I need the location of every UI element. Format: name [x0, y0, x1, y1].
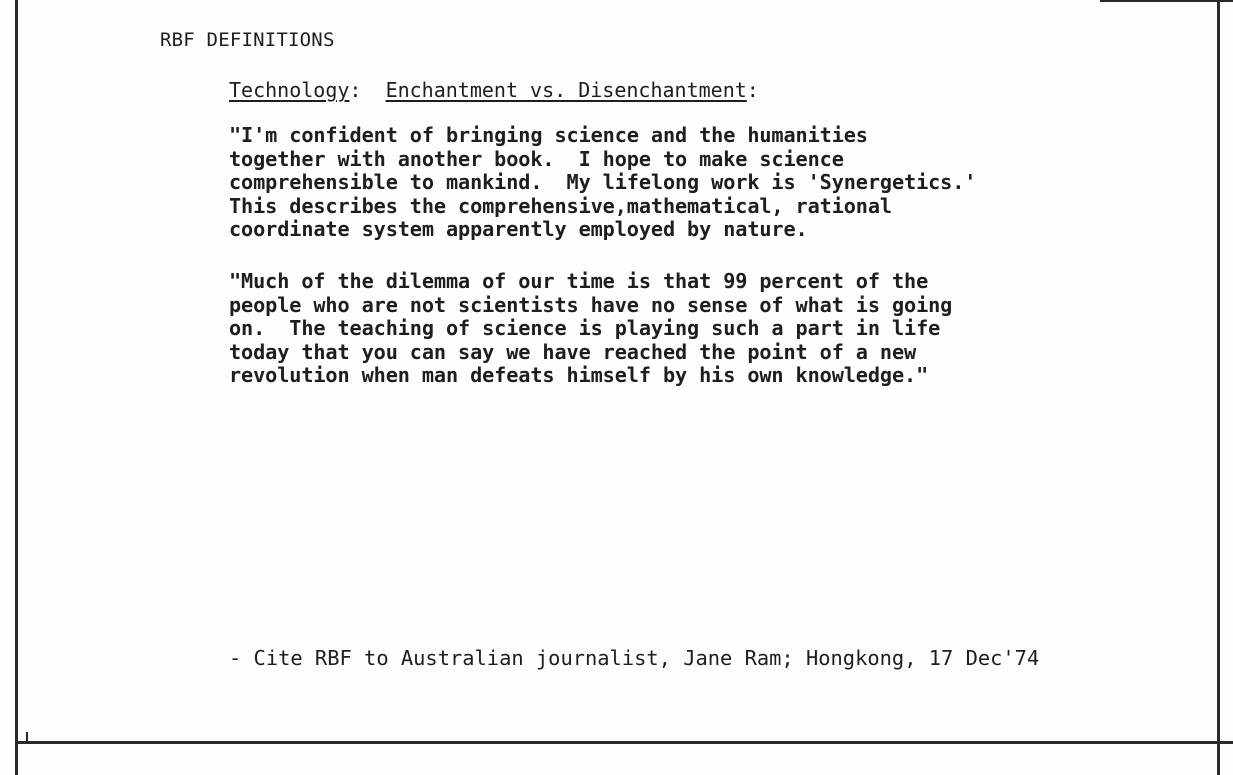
corner-tick-mark: [26, 732, 28, 742]
quote-line: on. The teaching of science is playing such a part in life: [229, 316, 941, 340]
topic-label: Technology: [229, 78, 350, 102]
quote-line: comprehensible to mankind. My lifelong work is 'Synergetics.': [229, 170, 977, 194]
definition-title: Enchantment vs. Disenchantment: [385, 78, 747, 102]
quote-line: people who are not scientists have no sense of what is going: [229, 292, 953, 317]
quote-line: "I'm confident of bringing science and the humanities: [229, 123, 868, 147]
quote-line: "Much of the dilemma of our time is that 99 percent of the: [229, 269, 929, 293]
quote-paragraph-1: [229, 124, 1129, 242]
definition-subheading: [229, 78, 759, 102]
card-bottom-border: [15, 741, 1233, 744]
title-separator: :: [746, 78, 759, 102]
quote-line: today that you can say we have reached the point of a new: [229, 339, 917, 364]
quote-line: together with another book. I hope to make science: [229, 146, 844, 171]
card-left-border: [15, 0, 18, 775]
quote-line: revolution when man defeats himself by his own knowledge.": [229, 363, 929, 387]
quote-line: This describes the comprehensive,mathematical, rational: [229, 193, 892, 218]
topic-separator: :: [349, 78, 362, 102]
card-top-border: [1100, 0, 1233, 2]
page-title: RBF DEFINITIONS: [160, 29, 335, 51]
card-right-border: [1217, 0, 1220, 775]
quote-line: coordinate system apparently employed by nature.: [229, 217, 808, 241]
quote-paragraph-2: [229, 270, 1129, 388]
citation: - Cite RBF to Australian journalist, Jane Ram; Hongkong, 17 Dec'74: [229, 646, 1040, 670]
